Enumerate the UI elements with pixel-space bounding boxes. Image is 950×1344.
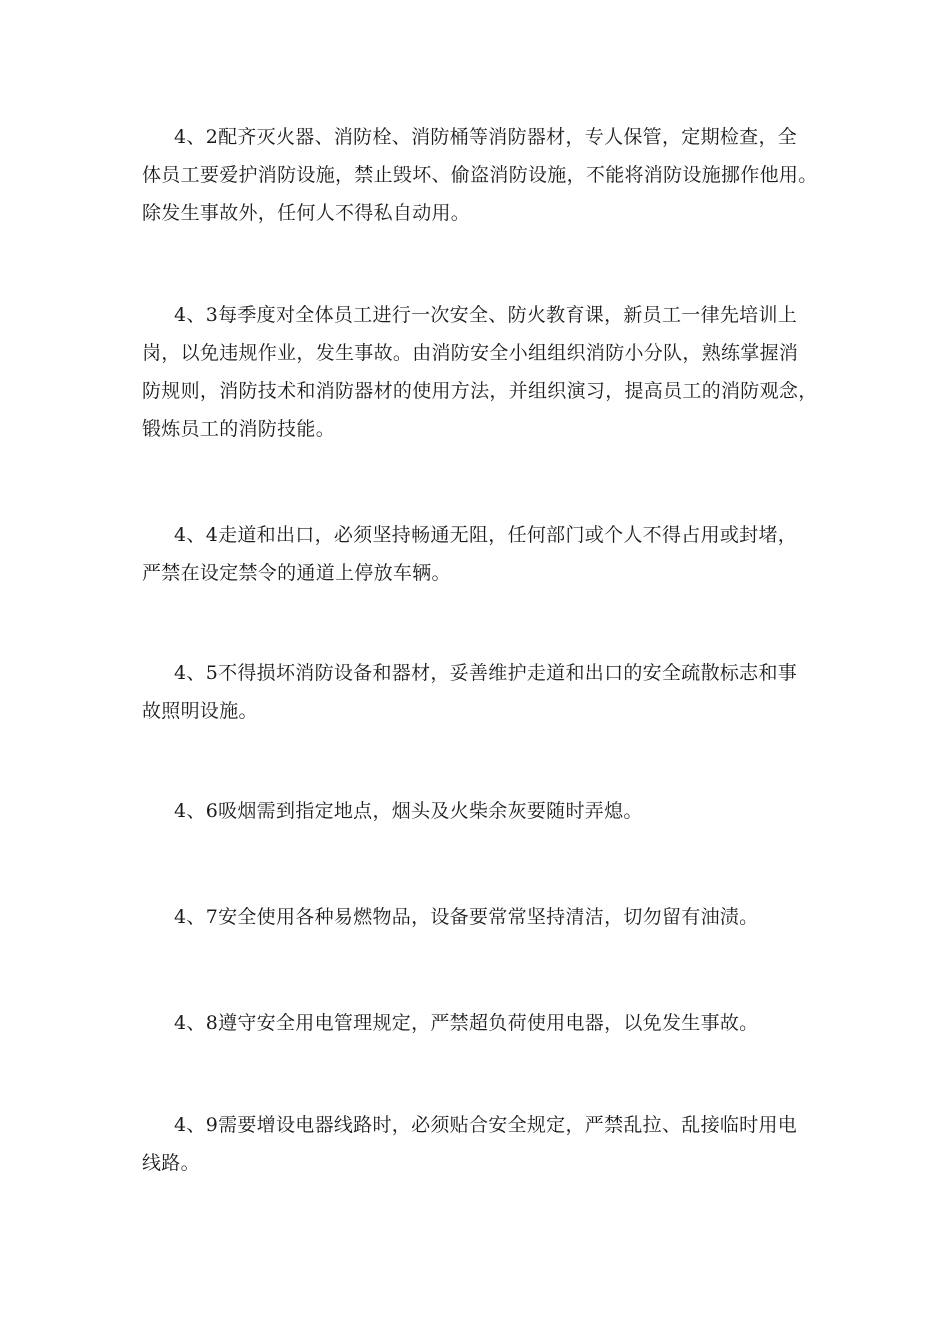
paragraph-line: 岗，以免违规作业，发生事故。由消防安全小组组织消防小分队，熟练掌握消 — [142, 342, 799, 364]
paragraph-line: 锻炼员工的消防技能。 — [142, 418, 336, 440]
paragraph-4-5 — [142, 654, 810, 730]
paragraph-4-2 — [142, 118, 818, 232]
paragraph-line: 除发生事故外，任何人不得私自动用。 — [142, 202, 471, 224]
paragraph-line: 4、5不得损坏消防设备和器材，妥善维护走道和出口的安全疏散标志和事 — [174, 662, 798, 684]
paragraph-line: 4、4走道和出口，必须坚持畅通无阻，任何部门或个人不得占用或封堵， — [174, 524, 798, 546]
paragraph-line: 4、7安全使用各种易燃物品，设备要常常坚持清洁，切勿留有油渍。 — [174, 906, 759, 928]
paragraph-4-9 — [142, 1106, 810, 1182]
paragraph-line: 防规则，消防技术和消防器材的使用方法，并组织演习，提高员工的消防观念， — [142, 380, 818, 402]
paragraph-line: 线路。 — [142, 1152, 200, 1174]
paragraph-line: 严禁在设定禁令的通道上停放车辆。 — [142, 562, 451, 584]
paragraph-line: 体员工要爱护消防设施，禁止毁坏、偷盗消防设施，不能将消防设施挪作他用。 — [142, 164, 818, 186]
paragraph-4-7 — [142, 898, 810, 936]
paragraph-4-4 — [142, 516, 810, 592]
paragraph-line: 4、9需要增设电器线路时，必须贴合安全规定，严禁乱拉、乱接临时用电 — [174, 1114, 798, 1136]
paragraph-line: 4、8遵守安全用电管理规定，严禁超负荷使用电器，以免发生事故。 — [174, 1012, 759, 1034]
paragraph-line: 4、6吸烟需到指定地点，烟头及火柴余灰要随时弄熄。 — [174, 800, 643, 822]
paragraph-4-8 — [142, 1004, 810, 1042]
paragraph-4-6 — [142, 792, 810, 830]
paragraph-line: 故照明设施。 — [142, 700, 258, 722]
paragraph-line: 4、2配齐灭火器、消防栓、消防桶等消防器材，专人保管，定期检查，全 — [174, 126, 798, 148]
paragraph-line: 4、3每季度对全体员工进行一次安全、防火教育课，新员工一律先培训上 — [174, 304, 798, 326]
paragraph-4-3 — [142, 296, 818, 448]
